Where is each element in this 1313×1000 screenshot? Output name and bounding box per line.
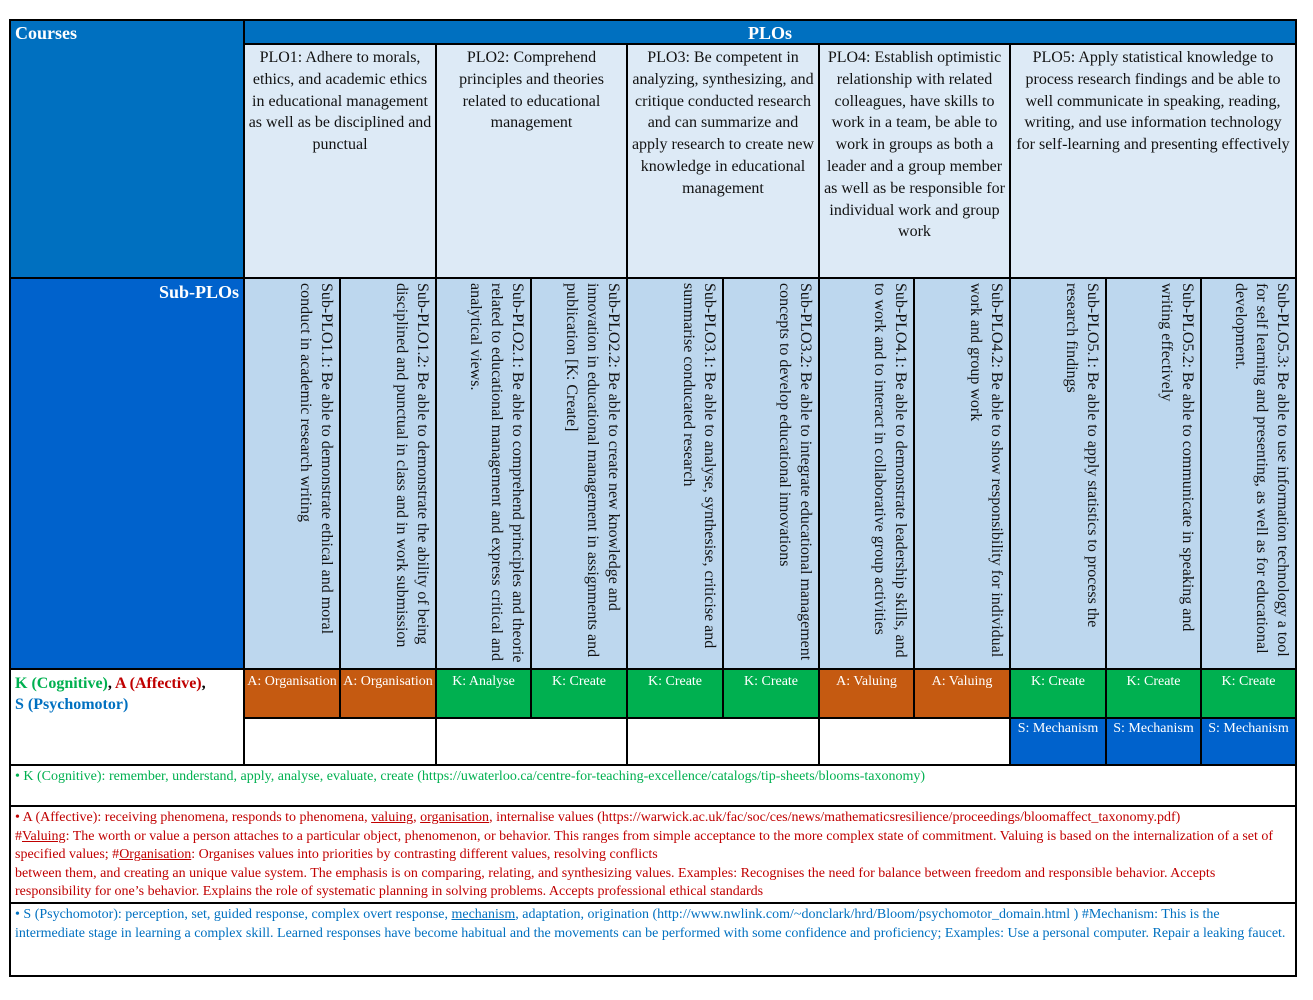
domain-tag-3-1 [626, 668, 724, 719]
domain-tag-2-2 [530, 668, 628, 719]
courses-label: Courses [15, 23, 77, 43]
legend-separator: , [107, 675, 115, 692]
legend-cognitive: K (Cognitive) [15, 675, 108, 692]
plo-text: PLO1: Adhere to morals, ethics, and academic ethics in educational management as well as be disciplined and punctual [248, 49, 432, 154]
subplo-text: Sub-PLO4.2: Be able to show responsibility for individual work and group work [967, 283, 1005, 658]
note-cognitive-text: • K (Cognitive): remember, understand, apply, analyse, evaluate, create (https://uwaterloo.ca/centre-for-teaching-excellence/catalogs/tip-sheets/blooms-taxonomy) [15, 769, 926, 784]
domain-legend [9, 668, 245, 766]
subplos-label: Sub-PLOs [158, 282, 239, 302]
subplo-text: Sub-PLO3.1: Be able to analyse, synthesise, criticise and summarise conducated research [680, 283, 718, 649]
s-tag-plo2-empty [435, 717, 628, 766]
subplo-text: Sub-PLO2.1: Be able to comprehend principles and theorie related to educational management and express critical and analytical views. [467, 283, 526, 663]
tag-text: S: Mechanism [1208, 721, 1289, 736]
domain-tag-5-2 [1105, 668, 1202, 719]
tag-text: K: Create [551, 674, 607, 689]
note-text: between them, and creating an unique value system. The emphasis is on comparing, relating, and synthesizing values. Examples: Recognises the need for balance between freedom and responsible behavior. Accepts responsibility for one’s behavior. Explains the role of systematic planning in solving problems. Accepts professional ethical standards [15, 865, 1216, 899]
note-psychomotor-prefix: • S (Psychomotor): perception, set, guided response, complex overt response, [15, 907, 452, 922]
subplo-cell-2-1 [435, 277, 532, 670]
tag-text: K: Create [1221, 674, 1276, 689]
subplo-cell-5-3 [1200, 277, 1297, 670]
subplo-text: Sub-PLO2.2: Be able to create new knowledge and innovation in educational management in assignments and publication [K: Create] [563, 283, 622, 658]
subplo-cell-4-1 [818, 277, 915, 670]
subplo-cell-4-2 [913, 277, 1011, 670]
legend-psychomotor: S (Psychomotor) [15, 696, 129, 713]
subplo-cell-5-2 [1105, 277, 1202, 670]
tag-text: K: Create [743, 674, 799, 689]
subplo-cell-3-2 [722, 277, 820, 670]
subplo-text: Sub-PLO5.2: Be able to communicate in speaking and writing effectively [1158, 283, 1196, 632]
domain-tag-5-1 [1009, 668, 1107, 719]
domain-tag-2-1 [435, 668, 532, 719]
plo-cell-3 [626, 43, 820, 279]
note-mechanism-link: mechanism [451, 907, 516, 922]
subplo-cell-5-1 [1009, 277, 1107, 670]
tag-text: A: Valuing [931, 674, 993, 689]
plo-cell-2 [435, 43, 628, 279]
note-valuing-link: valuing [371, 810, 414, 825]
subplo-text: Sub-PLO4.1: Be able to demonstrate leadership skills, and to work and to interact in collaborative group activities [871, 283, 909, 658]
note-cognitive [9, 764, 1297, 807]
plo-text: PLO4: Establish optimistic relationship with related colleagues, have skills to work in a team, be able to work in groups as both a leader and a group member as well as be responsible for individual work and group work [824, 49, 1005, 241]
plo-cell-4 [818, 43, 1011, 279]
tag-text: A: Organisation [343, 674, 433, 689]
note-organisation-label: Organisation [119, 847, 192, 862]
plo-text: PLO2: Comprehend principles and theories related to educational management [459, 49, 604, 132]
note-text: # [15, 828, 22, 844]
subplo-text: Sub-PLO1.2: Be able to demonstrate the ability of being disciplined and punctual in class and in work submission [393, 283, 431, 648]
tag-text: K: Analyse [452, 674, 515, 689]
domain-tag-1-2 [339, 668, 437, 719]
subplo-cell-3-1 [626, 277, 724, 670]
legend-affective: A (Affective) [115, 675, 202, 692]
note-text: , [413, 810, 421, 825]
plo-cell-5 [1009, 43, 1297, 279]
s-tag-plo4-empty [818, 717, 1011, 766]
subplo-text: Sub-PLO5.1: Be able to apply statistics to process the research findings [1063, 283, 1101, 628]
note-psychomotor [9, 902, 1297, 977]
subplos-header [9, 277, 245, 670]
s-tag-plo1-empty [243, 717, 437, 766]
subplo-text: Sub-PLO5.3: Be able to use information technology a tool for self learning and presenting, as well as for educational development. [1232, 283, 1291, 657]
subplo-text: Sub-PLO3.2: Be able to integrate educational management concepts to develop educational innovations [776, 283, 814, 661]
legend-separator: , [201, 675, 206, 692]
tag-text: S: Mechanism [1017, 721, 1099, 736]
tag-text: K: Create [1126, 674, 1181, 689]
domain-tag-5-3 [1200, 668, 1297, 719]
plo-cell-1 [243, 43, 437, 279]
s-tag-5-3 [1200, 717, 1297, 766]
s-tag-5-2 [1105, 717, 1202, 766]
plos-label: PLOs [747, 23, 792, 43]
tag-text: A: Organisation [247, 674, 337, 689]
subplo-cell-2-2 [530, 277, 628, 670]
note-valuing-label: Valuing [22, 828, 66, 844]
s-tag-plo3-empty [626, 717, 820, 766]
tag-text: K: Create [1030, 674, 1086, 689]
tag-text: A: Valuing [836, 674, 897, 689]
note-text: : Organises values into priorities by contrasting different values, resolving conflicts [191, 847, 658, 862]
note-text: , internalise values (https://warwick.ac.uk/fac/soc/ces/news/mathematicsresilience/proceedings/bloomaffect_taxonomy.pdf) [489, 810, 1181, 825]
plo-text: PLO5: Apply statistical knowledge to process research findings and be able to well communicate in speaking, reading, writing, and use information technology for self-learning and presenting effectively [1016, 49, 1290, 154]
plos-header [243, 19, 1297, 45]
tag-text: K: Create [647, 674, 703, 689]
domain-tag-1-1 [243, 668, 341, 719]
subplo-cell-1-1 [243, 277, 341, 670]
note-affective-prefix: • A (Affective): receiving phenomena, responds to phenomena, [15, 810, 372, 825]
note-text: , adaptation, origination (http://www.nwlink.com/~donclark/hrd/Bloom/psychomotor_domain.html ) #Mechanism: This is the intermediate stage in learning a complex skill. Learned responses have become habitual and the movements can be performed with some confidence and proficiency; Examples: Use a personal computer. Repair a leaking faucet. [15, 907, 1286, 941]
subplo-cell-1-2 [339, 277, 437, 670]
courses-header [9, 19, 245, 279]
note-affective [9, 805, 1297, 904]
domain-tag-3-2 [722, 668, 820, 719]
note-text: : The worth or value a person attaches to a particular object, phenomenon, or behavior. This ranges from simple acceptance to the more complex state of commitment. Valuing is based on the internalization of a set of specified values; # [15, 828, 1274, 862]
s-tag-5-1 [1009, 717, 1107, 766]
plo-text: PLO3: Be competent in analyzing, synthesizing, and critique conducted research and can summarize and apply research to create new knowledge in educational management [631, 49, 815, 197]
tag-text: S: Mechanism [1113, 721, 1194, 736]
domain-tag-4-2 [913, 668, 1011, 719]
note-organisation-link: organisation [420, 810, 490, 825]
domain-tag-4-1 [818, 668, 915, 719]
subplo-text: Sub-PLO1.1: Be able to demonstrate ethical and moral conduct in academic research writing [297, 283, 335, 635]
